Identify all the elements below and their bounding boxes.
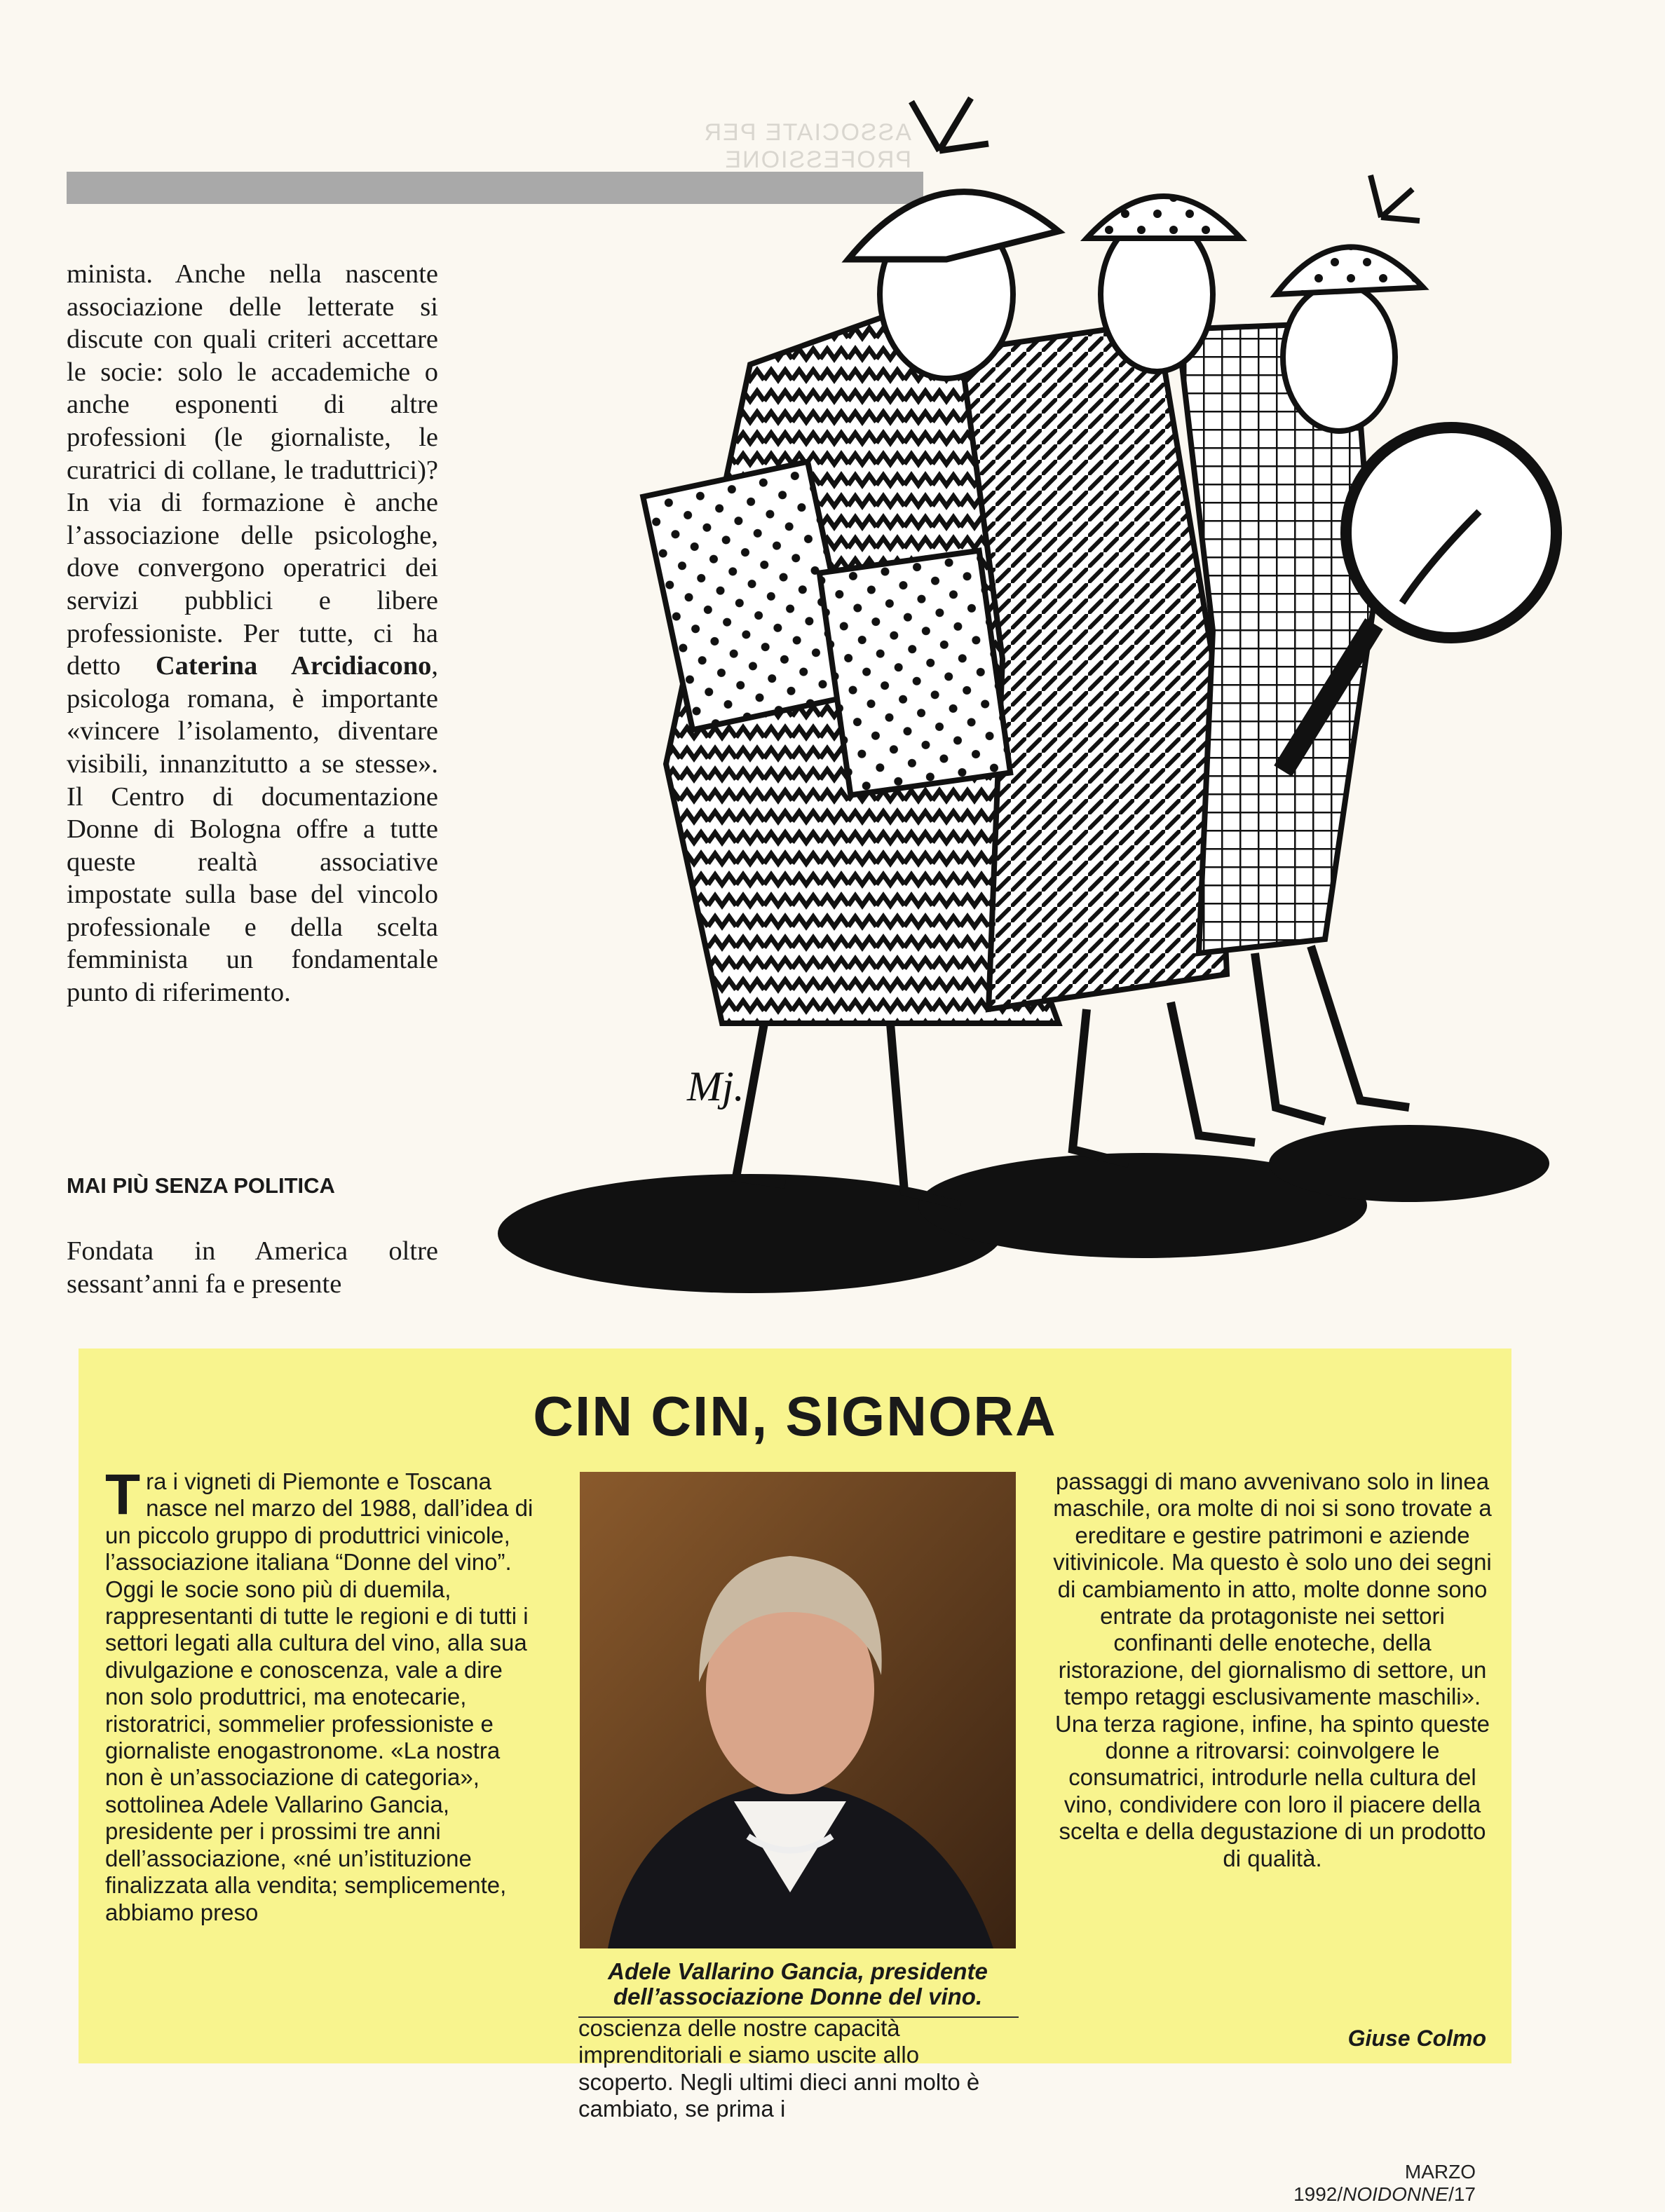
photo-caption: Adele Vallarino Gancia, presidente dell’associazione Donne del vino. [608,1958,988,2009]
footer-date: MARZO 1992/ [1293,2161,1476,2205]
portrait-photo [580,1472,1016,1948]
hat-bow [1371,175,1420,221]
footer-magazine: NOIDONNE [1343,2183,1449,2205]
hat-bow [911,98,988,151]
drop-cap: T [105,1463,141,1527]
deerstalker-hat [1087,196,1241,238]
detective-head [1283,284,1395,431]
bleed-through-header: ASSOCIATE PER PROFESSIONE [702,119,911,173]
legs [736,1023,960,1206]
magnifying-glass [1346,428,1556,638]
bold-name: Caterina Arcidiacono [155,651,432,681]
page-footer [1248,2161,1476,2206]
paragraph-start: minista. Anche nella nascente associazione delle letterate si discute con quali criteri accettare le socie: solo le accademiche o anche esponenti di altre professioni (le giornaliste, le curatrici di collane, le traduttrici)? In via di formazione è anche l’associazione delle psicologhe, dove convergono operatrici dei servizi pubblici e libere professioniste. Per tutte, ci ha detto [67,259,438,681]
left-column-text [67,258,438,1009]
box-column-2 [578,2015,1020,2123]
deerstalker-hat [1276,247,1423,294]
artist-signature: Mj. [687,1063,745,1110]
box-title: CIN CIN, SIGNORA [533,1385,1057,1447]
page-number: /17 [1448,2183,1476,2205]
box-column-2-text: coscienza delle nostre capacità imprenditoriali e siamo uscite allo scoperto. Negli ultimi dieci anni molto è cambiato, se prima i [578,2015,980,2122]
subheading: MAI PIÙ SENZA POLITICA [67,1173,335,1198]
ground-shadow [1269,1125,1549,1202]
box-column-3-text: passaggi di mano avvenivano solo in linea maschile, ora molte di noi si sono trovate a ereditare e gestire patrimoni e aziende vitivinicole. Ma questo è solo uno dei segni di cambiamento in atto, molte donne sono entrate da protagoniste nei settori confinanti delle enoteche, della ristorazione, del giornalismo di settore, un tempo retaggi esclusivamente maschili». Una terza ragione, infine, ha spinto queste donne a ritrovarsi: coinvolgere le consumatrici, introdurle nella cultura del vino, condividere con loro il piacere della scelta e della degustazione di un prodotto di qualità. [1053,1468,1492,1871]
book-prop [820,551,1010,796]
legs [1073,1002,1255,1163]
box-column-3 [1048,1468,1497,1872]
box-column-1 [105,1463,543,1926]
box-column-1-text: ra i vigneti di Piemonte e Toscana nasce nel marzo del 1988, dall’idea di un piccolo gruppo di produttrici vinicole, l’associazione italiana “Donne del vino”. Oggi le socie sono più di duemila, rappresentanti di tutte le regioni e di tutti i settori legati alla cultura del vino, alla sua divulgazione e conoscenza, vale a dire non solo produttrici, ma enotecarie, ristoratrici, sommelier professioniste e giornaliste enogastronome. «La nostra non è un’associazione di categoria», sottolinea Adele Vallarino Gancia, presidente per i prossimi tre anni dell’associazione, «né un’istituzione finalizzata alla vendita; semplicemente, abbiamo preso [105,1468,534,1925]
left-paragraph [67,258,438,1009]
legs [1255,946,1409,1121]
left-paragraph-2: Fondata in America oltre sessant’anni fa e presente [67,1236,438,1299]
author-credit: Giuse Colmo [1347,2026,1486,2051]
deerstalker-hat [848,192,1059,259]
detectives-illustration [456,28,1577,1325]
paragraph-end: , psicologa romana, è importante «vincere l’isolamento, diventare visibili, innanzitutto a se stesse». Il Centro di documentazione Donne di Bologna offre a tutte queste realtà associative impostate sulla base del vincolo professionale e della scelta femminista un fondamentale punto di riferimento. [67,651,439,1008]
